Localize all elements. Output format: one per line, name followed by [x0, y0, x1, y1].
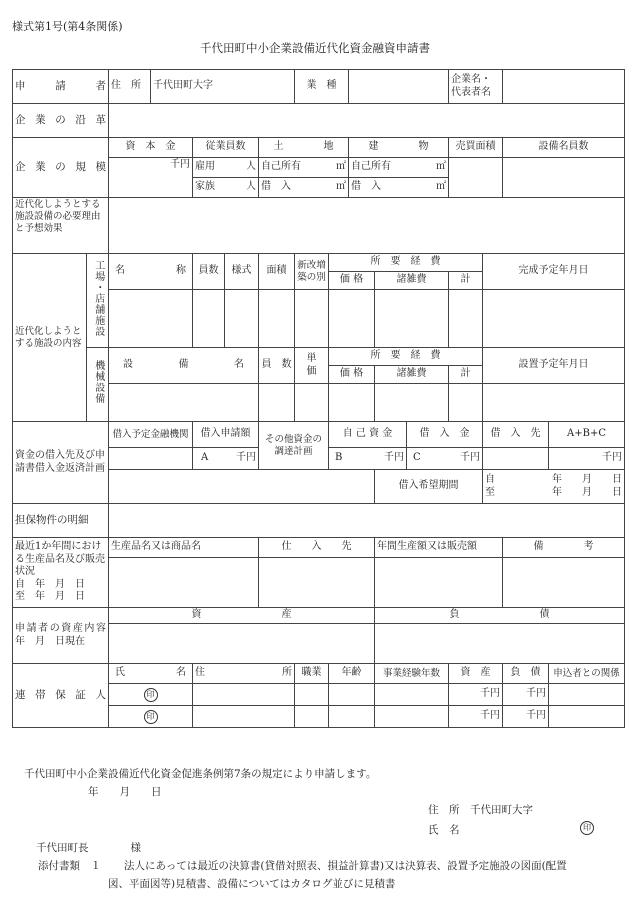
employed-label: 雇用 — [195, 161, 215, 173]
guarantor-header-address: 住 所 — [193, 664, 295, 684]
guarantor-header-job: 職業 — [295, 664, 329, 684]
factory-header-total: 計 — [449, 272, 483, 290]
factory-price-value[interactable] — [329, 290, 375, 348]
collateral-row — [13, 504, 625, 538]
application-date[interactable]: 年 月 日 — [88, 786, 162, 798]
loan-lender-header: 借 入 先 — [483, 422, 549, 448]
loan-period-to — [485, 487, 622, 500]
guarantor-label: 連帯保証人 — [13, 664, 109, 728]
application-form-table — [12, 69, 625, 728]
footer-name-label: 氏 名 — [428, 824, 460, 836]
reason-label: 近代化しようとする施設設備の必要理由と予想効果 — [13, 198, 109, 254]
factory-header-count: 員数 — [193, 254, 225, 290]
building-own-label: 自己所有 — [351, 161, 391, 173]
loan-lender-value[interactable] — [483, 448, 549, 470]
machine-header-unit-price: 単 価 — [295, 348, 329, 384]
loan-bank-header: 借入予定金融機関 — [109, 422, 193, 448]
scale-header-row — [13, 138, 625, 158]
reason-row — [13, 198, 625, 254]
loan-c-unit: 千円 — [460, 452, 481, 464]
building-borrow-unit: ㎡ — [436, 181, 447, 193]
building-borrow-label: 借 入 — [351, 181, 381, 193]
building-own-unit: ㎡ — [436, 161, 447, 173]
guarantor-2-job[interactable] — [295, 706, 329, 728]
loan-period-value[interactable] — [483, 470, 625, 504]
machine-header-price: 価 格 — [329, 366, 375, 384]
loan-c-letter: C — [413, 452, 421, 464]
family-unit: 人 — [246, 181, 256, 193]
machine-name-value[interactable] — [109, 384, 259, 422]
factory-completion-value[interactable] — [483, 290, 625, 348]
building-borrow-cell[interactable] — [349, 178, 449, 198]
loan-other-funds: その他資金の調達計画 — [259, 422, 329, 470]
sales-header-supplier: 仕 入 先 — [259, 538, 375, 558]
attachments-text-2: 図、平面図等)見積書、設備についてはカタログ並びに見積書 — [108, 878, 396, 890]
footer-address-label: 住 所 — [428, 804, 460, 816]
statement-text: 千代田町中小企業設備近代化資金促進条例第7条の規定により申請します。 — [24, 768, 377, 780]
guarantor-1-job[interactable] — [295, 684, 329, 706]
guarantor-2-relation[interactable] — [549, 706, 625, 728]
attachments-label: 添付書類 １ — [38, 860, 101, 872]
sales-from: 自 年 月 日 — [15, 578, 85, 590]
guarantor-header-relation: 申込者との関係 — [549, 664, 625, 684]
applicant-label: 申 請 者 — [13, 70, 109, 104]
land-own-unit: ㎡ — [336, 161, 346, 173]
factory-header-new: 新改増築の別 — [295, 254, 329, 290]
sales-area-value[interactable] — [449, 158, 503, 198]
guarantor-header-row — [13, 664, 625, 684]
applicant-row — [13, 70, 625, 104]
capital-value[interactable]: 千円 — [109, 158, 193, 198]
loan-period-label: 借入希望期間 — [375, 470, 483, 504]
company-value[interactable] — [503, 70, 625, 104]
machine-header-row-1 — [13, 348, 625, 366]
loan-a-unit: 千円 — [236, 452, 256, 464]
sales-label-cell — [13, 538, 109, 608]
scale-header-equipment: 設備名員数 — [503, 138, 625, 158]
factory-header-name: 名 称 — [109, 254, 193, 290]
loan-period-from — [485, 474, 622, 487]
history-value[interactable] — [109, 104, 625, 138]
attachments-text-1: 法人にあっては最近の決算書(貸借対照表、損益計算書)又は決算表、設置予定施設の図面(配置 — [124, 860, 567, 872]
guarantor-2-address[interactable] — [193, 706, 295, 728]
machine-header-misc: 諸雑費 — [375, 366, 449, 384]
machine-price-value[interactable] — [329, 384, 375, 422]
scale-header-land: 土 地 — [259, 138, 349, 158]
assets-header-asset: 資 産 — [109, 608, 375, 624]
scale-header-building: 建 物 — [349, 138, 449, 158]
factory-header-completion: 完成予定年月日 — [483, 254, 625, 290]
loan-bank-value[interactable] — [109, 448, 193, 470]
land-borrow-label: 借 入 — [261, 181, 291, 193]
collateral-value[interactable] — [109, 504, 625, 538]
facility-label: 近代化しようとする施設の内容 — [13, 254, 87, 422]
machine-install-value[interactable] — [483, 384, 625, 422]
guarantor-header-asset: 資 産 — [449, 664, 503, 684]
factory-header-style: 様式 — [225, 254, 259, 290]
sales-product-value[interactable] — [109, 558, 259, 608]
assets-header-row — [13, 608, 625, 624]
sales-header-product: 生産品名又は商品名 — [109, 538, 259, 558]
guarantor-1-experience[interactable] — [375, 684, 449, 706]
guarantor-2-asset[interactable]: 千円 — [449, 706, 503, 728]
loan-borrowed-header: 借 入 金 — [407, 422, 483, 448]
loan-sum-header: A+B+C — [549, 422, 625, 448]
seal-icon: 印 — [144, 710, 158, 724]
scale-header-capital: 資 本 金 — [109, 138, 193, 158]
guarantor-header-name: 氏 名 — [109, 664, 193, 684]
guarantor-header-debt: 負 債 — [503, 664, 549, 684]
machine-header-name: 設 備 名 — [109, 348, 259, 384]
loan-own-value[interactable] — [329, 448, 407, 470]
loan-a-letter: A — [201, 452, 209, 464]
loan-b-letter: B — [335, 452, 343, 464]
address-value[interactable]: 千代田町大字 — [151, 70, 295, 104]
form-title: 千代田町中小企業設備近代化資金融資申請書 — [200, 41, 430, 55]
assets-debt-value[interactable] — [375, 624, 625, 664]
seal-icon: 印 — [580, 821, 594, 835]
factory-label: 工場・店舗施設 — [92, 259, 104, 337]
factory-style-value[interactable] — [225, 290, 259, 348]
factory-total-value[interactable] — [449, 290, 483, 348]
history-label: 企業の沿革 — [13, 104, 109, 138]
footer-address — [428, 802, 533, 817]
loan-apply-value[interactable] — [193, 448, 259, 470]
factory-new-value[interactable] — [295, 290, 329, 348]
family-label: 家族 — [195, 181, 215, 193]
guarantor-1-debt[interactable]: 千円 — [503, 684, 549, 706]
machine-total-value[interactable] — [449, 384, 483, 422]
scale-header-sales-area: 売買面積 — [449, 138, 503, 158]
loan-header-row — [13, 422, 625, 448]
sales-to: 至 年 月 日 — [15, 591, 85, 603]
factory-label-cell — [87, 254, 109, 348]
machine-count-value[interactable] — [259, 384, 295, 422]
factory-name-value[interactable] — [109, 290, 193, 348]
company-label: 企業名・代表者名 — [449, 70, 503, 104]
factory-header-cost: 所 要 経 費 — [329, 254, 483, 272]
guarantor-1-asset[interactable]: 千円 — [449, 684, 503, 706]
guarantor-1-relation[interactable] — [549, 684, 625, 706]
collateral-label: 担保物件の明細 — [13, 504, 109, 538]
sales-header-amount: 年間生産額又は販売額 — [375, 538, 503, 558]
guarantor-2-name[interactable] — [109, 706, 193, 728]
history-row — [13, 104, 625, 138]
factory-header-price: 価 格 — [329, 272, 375, 290]
factory-header-misc: 諸雑費 — [375, 272, 449, 290]
loan-own-header: 自 己 資 金 — [329, 422, 407, 448]
reason-value[interactable] — [109, 198, 625, 254]
assets-date: 年 月 日現在 — [15, 635, 85, 647]
loan-b-unit: 千円 — [384, 452, 404, 464]
factory-count-value[interactable] — [193, 290, 225, 348]
sales-amount-value[interactable] — [375, 558, 503, 608]
guarantor-2-age[interactable] — [329, 706, 375, 728]
machine-misc-value[interactable] — [375, 384, 449, 422]
footer-address-value[interactable]: 千代田町大字 — [470, 804, 533, 816]
loan-apply-header: 借入申請額 — [193, 422, 259, 448]
factory-header-area: 面積 — [259, 254, 295, 290]
loan-label: 資金の借入先及び申請書借入金返済計画 — [13, 422, 109, 504]
loan-from-date: 年 月 日 — [552, 474, 623, 485]
assets-label-cell — [13, 608, 109, 664]
loan-to-date: 年 月 日 — [552, 486, 623, 498]
machine-label-cell — [87, 348, 109, 422]
employed-unit: 人 — [246, 161, 256, 173]
loan-sum-value[interactable]: 千円 — [549, 448, 625, 470]
factory-misc-value[interactable] — [375, 290, 449, 348]
land-borrow-cell[interactable] — [259, 178, 349, 198]
land-borrow-unit: ㎡ — [336, 181, 346, 193]
sales-notes-value[interactable] — [503, 558, 625, 608]
land-own-cell[interactable] — [259, 158, 349, 178]
guarantor-2-debt[interactable]: 千円 — [503, 706, 549, 728]
machine-header-total: 計 — [449, 366, 483, 384]
factory-header-row-1 — [13, 254, 625, 272]
footer-seal — [580, 821, 594, 835]
sales-label: 最近1か年間における生産品名及び販売状況 — [15, 541, 105, 578]
machine-label: 機械設備 — [92, 360, 104, 405]
scale-header-employees: 従業員数 — [193, 138, 259, 158]
guarantor-header-age: 年齢 — [329, 664, 375, 684]
seal-icon: 印 — [144, 688, 158, 702]
guarantor-1-name[interactable] — [109, 684, 193, 706]
loan-borrowed-value[interactable] — [407, 448, 483, 470]
loan-to-label: 至 — [485, 486, 496, 498]
loan-plan-value[interactable] — [109, 470, 375, 504]
family-cell[interactable] — [193, 178, 259, 198]
loan-from-label: 自 — [485, 474, 496, 485]
mayor-address: 千代田町長 様 — [36, 842, 141, 854]
employed-cell[interactable] — [193, 158, 259, 178]
land-own-label: 自己所有 — [261, 161, 301, 173]
industry-value[interactable] — [349, 70, 449, 104]
assets-label: 申請者の資産内容 — [15, 623, 106, 634]
sales-supplier-value[interactable] — [259, 558, 375, 608]
guarantor-1-age[interactable] — [329, 684, 375, 706]
machine-header-cost: 所 要 経 費 — [329, 348, 483, 366]
building-own-cell[interactable] — [349, 158, 449, 178]
industry-label: 業 種 — [295, 70, 349, 104]
form-number: 様式第1号(第4条関係) — [12, 20, 123, 33]
sales-header-row — [13, 538, 625, 558]
address-label: 住 所 — [109, 70, 151, 104]
equipment-value[interactable] — [503, 158, 625, 198]
factory-area-value[interactable] — [259, 290, 295, 348]
machine-header-install: 設置予定年月日 — [483, 348, 625, 384]
guarantor-header-experience: 事業経験年数 — [375, 664, 449, 684]
sales-header-notes: 備 考 — [503, 538, 625, 558]
guarantor-2-experience[interactable] — [375, 706, 449, 728]
assets-asset-value[interactable] — [109, 624, 375, 664]
guarantor-1-address[interactable] — [193, 684, 295, 706]
scale-label: 企業の規模 — [13, 138, 109, 198]
assets-header-debt: 負 債 — [375, 608, 625, 624]
machine-unit-price-value[interactable] — [295, 384, 329, 422]
machine-header-count: 員 数 — [259, 348, 295, 384]
